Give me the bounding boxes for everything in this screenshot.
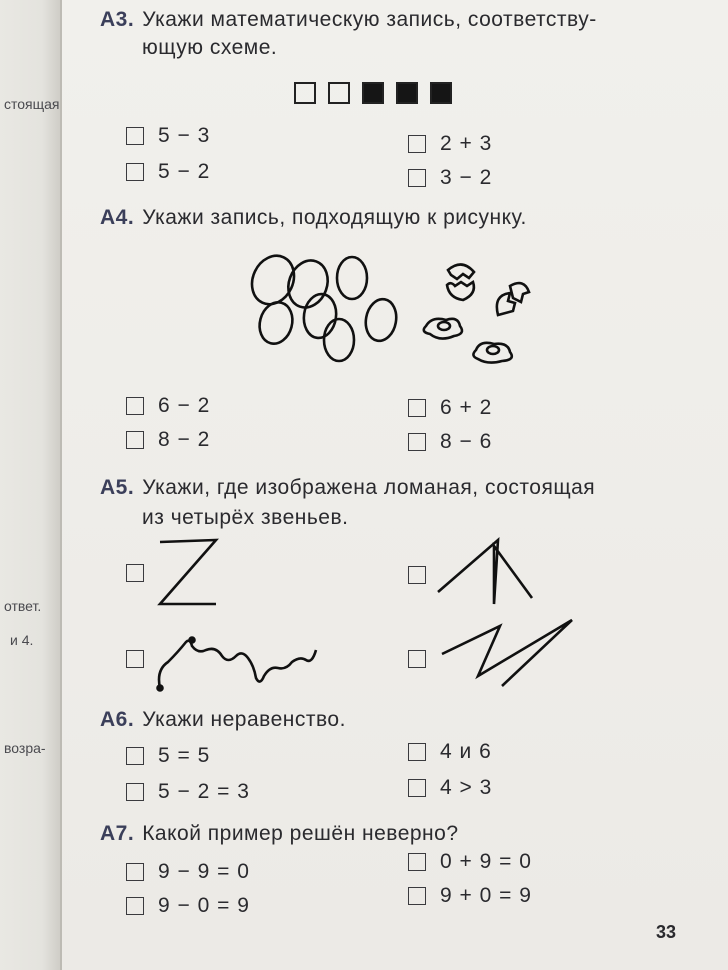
question-number: А5. bbox=[100, 476, 135, 499]
option-label: 9 − 0 = 9 bbox=[158, 894, 250, 917]
answer-option[interactable] bbox=[126, 860, 250, 884]
option-label: 3 − 2 bbox=[440, 166, 493, 189]
question-text-cont: ющую схеме. bbox=[142, 36, 278, 59]
edge-text: возра- bbox=[4, 740, 46, 756]
answer-option[interactable] bbox=[126, 780, 250, 804]
option-label: 5 = 5 bbox=[158, 744, 211, 767]
checkbox[interactable] bbox=[126, 783, 144, 801]
option-label: 4 и 6 bbox=[440, 740, 492, 763]
polyline-peak bbox=[438, 540, 532, 604]
checkbox[interactable] bbox=[126, 897, 144, 915]
option-label: 4 > 3 bbox=[440, 776, 493, 799]
question-number: А6. bbox=[100, 708, 135, 731]
answer-option[interactable] bbox=[408, 850, 532, 874]
answer-option[interactable] bbox=[408, 740, 492, 764]
checkbox[interactable] bbox=[408, 743, 426, 761]
checkbox[interactable] bbox=[408, 853, 426, 871]
question-text: Укажи, где изображена ломаная, состоящая bbox=[142, 476, 596, 499]
polyline-z bbox=[160, 540, 216, 604]
question-a7 bbox=[100, 822, 459, 846]
question-number: А3. bbox=[100, 8, 135, 31]
edge-text: и 4. bbox=[10, 632, 34, 648]
question-number: А4. bbox=[100, 206, 135, 229]
answer-option[interactable] bbox=[408, 776, 492, 800]
question-text: Укажи запись, подходящую к рисунку. bbox=[142, 206, 527, 229]
left-page-edge bbox=[0, 0, 62, 970]
edge-text: ответ. bbox=[4, 598, 42, 614]
answer-option[interactable] bbox=[408, 884, 532, 908]
answer-option[interactable] bbox=[126, 744, 210, 768]
checkbox[interactable] bbox=[408, 887, 426, 905]
checkbox[interactable] bbox=[126, 863, 144, 881]
option-label: 8 − 6 bbox=[440, 430, 493, 453]
option-label: 5 − 2 = 3 bbox=[158, 780, 250, 803]
question-text-cont: из четырёх звеньев. bbox=[142, 506, 349, 529]
edge-text: стоящая bbox=[4, 96, 60, 112]
question-number: А7. bbox=[100, 822, 135, 845]
question-text: Укажи неравенство. bbox=[142, 708, 346, 731]
polyline-wavy bbox=[159, 641, 316, 688]
option-label: 0 + 9 = 0 bbox=[440, 850, 532, 873]
option-label: 9 − 9 = 0 bbox=[158, 860, 250, 883]
option-label: 9 + 0 = 9 bbox=[440, 884, 532, 907]
question-text: Какой пример решён неверно? bbox=[142, 822, 459, 845]
option-label: 6 − 2 bbox=[158, 394, 211, 417]
question-text: Укажи математическую запись, соответству- bbox=[142, 8, 597, 31]
checkbox[interactable] bbox=[408, 779, 426, 797]
page-number: 33 bbox=[655, 922, 676, 942]
polyline-zigzag bbox=[442, 620, 572, 686]
workbook-page bbox=[62, 0, 728, 970]
question-a6 bbox=[100, 708, 346, 732]
option-label: 5 − 2 bbox=[158, 160, 211, 183]
option-label: 6 + 2 bbox=[440, 396, 493, 419]
option-label: 8 − 2 bbox=[158, 428, 211, 451]
answer-option[interactable] bbox=[126, 894, 250, 918]
option-label: 2 + 3 bbox=[440, 132, 493, 155]
checkbox[interactable] bbox=[126, 747, 144, 765]
option-label: 5 − 3 bbox=[158, 124, 211, 147]
